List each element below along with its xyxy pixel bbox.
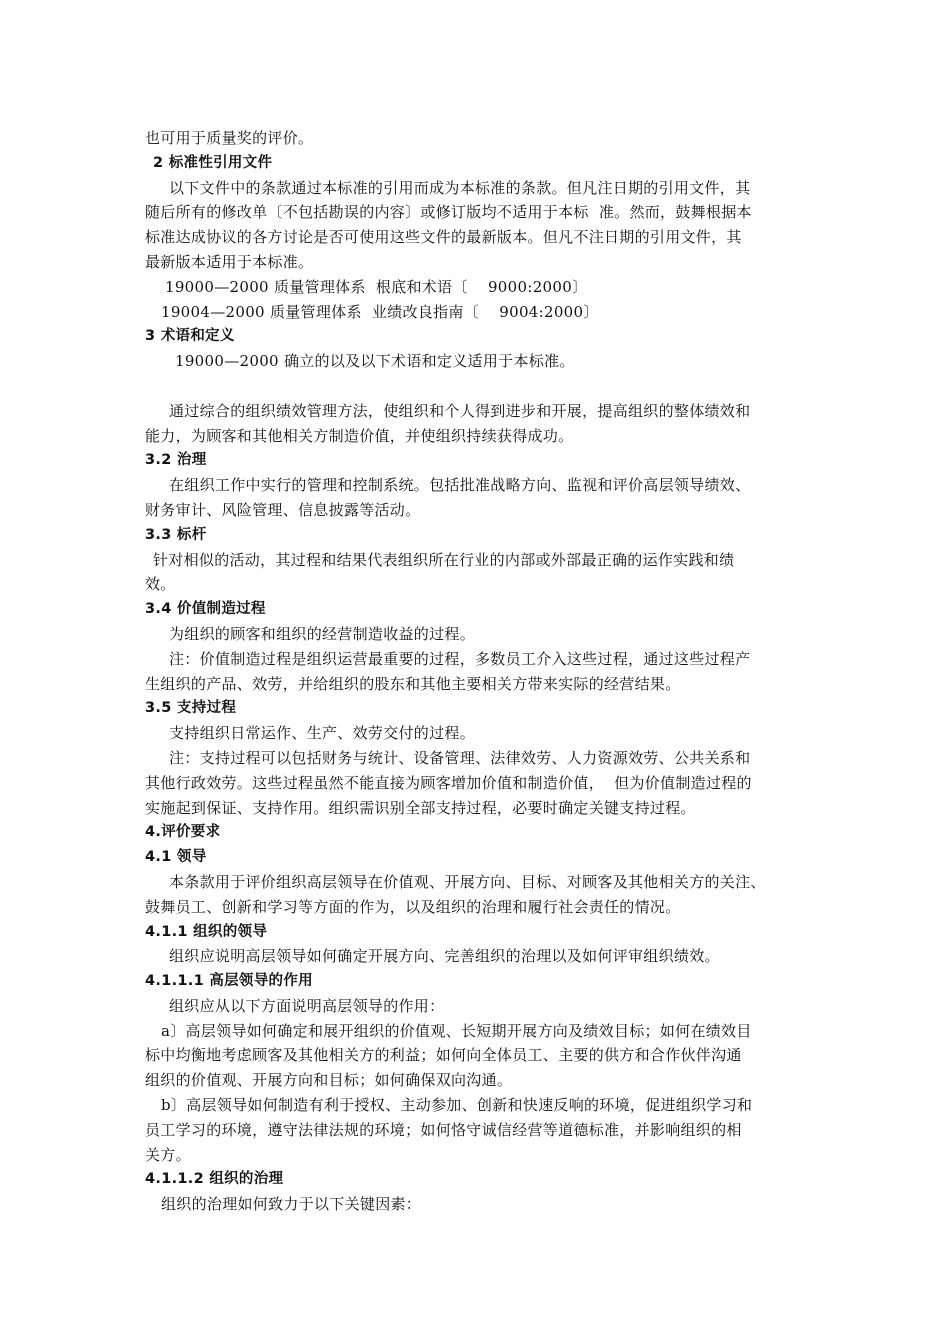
section-heading: 3.2 治理	[145, 452, 207, 469]
blank-line	[145, 374, 825, 399]
paragraph-line: 19000—2000 确立的以及以下术语和定义适用于本标准。	[175, 352, 575, 371]
paragraph-line: 注：支持过程可以包括财务与统计、设备管理、法律效劳、人力资源效劳、公共关系和	[169, 748, 751, 767]
section-heading: 4.1.1 组织的领导	[145, 923, 268, 940]
paragraph-line: 支持组织日常运作、生产、效劳交付的过程。	[169, 724, 476, 743]
paragraph-line: 关方。	[145, 1145, 191, 1164]
paragraph-line: 组织应说明高层领导如何确定开展方向、完善组织的治理以及如何评审组织绩效。	[169, 947, 720, 966]
paragraph-line: 在组织工作中实行的管理和控制系统。包括批准战略方向、监视和评价高层领导绩效、	[169, 476, 751, 495]
paragraph-line: 财务审计、风险管理、信息披露等活动。	[145, 500, 421, 519]
paragraph-line: 随后所有的修改单〔不包括勘误的内容〕或修订版均不适用于本标 准。然而，鼓舞根据本	[145, 203, 752, 222]
paragraph-line: 也可用于质量奖的评价。	[145, 129, 314, 147]
paragraph-line: 鼓舞员工、创新和学习等方面的作为，以及组织的治理和履行社会责任的情况。	[145, 897, 681, 916]
section-heading: 3 术语和定义	[145, 328, 235, 345]
paragraph-line: 19000—2000 质量管理体系 根底和术语〔 9000:2000〕	[165, 277, 588, 296]
paragraph-line: 能力，为顾客和其他相关方制造价值，并使组织持续获得成功。	[145, 426, 574, 445]
paragraph-line: 19004—2000 质量管理体系 业绩改良指南〔 9004:2000〕	[161, 302, 599, 321]
paragraph-line: 实施起到保证、支持作用。组织需识别全部支持过程，必要时确定关键支持过程。	[145, 798, 696, 817]
section-heading: 4.1 领导	[145, 849, 207, 866]
paragraph-line: 为组织的顾客和组织的经营制造收益的过程。	[169, 624, 476, 643]
section-heading: 2 标准性引用文件	[153, 154, 273, 171]
section-heading: 4.评价要求	[145, 824, 221, 841]
paragraph-line: 生组织的产品、效劳，并给组织的股东和其他主要相关方带来实际的经营结果。	[145, 674, 681, 693]
section-heading: 3.4 价值制造过程	[145, 601, 266, 618]
paragraph-line: 针对相似的活动，其过程和结果代表组织所在行业的内部或外部最正确的运作实践和绩	[153, 550, 735, 569]
section-heading: 3.5 支持过程	[145, 700, 237, 717]
paragraph-line: 最新版本适用于本标准。	[145, 252, 314, 271]
paragraph-line: 本条款用于评价组织高层领导在价值观、开展方向、目标、对顾客及其他相关方的关注、	[169, 872, 766, 891]
paragraph-line: 标准达成协议的各方讨论是否可使用这些文件的最新版本。但凡不注日期的引用文件，其	[145, 228, 742, 247]
paragraph-line: a〕高层领导如何确定和展开组织的价值观、长短期开展方向及绩效目标；如何在绩效目	[161, 1021, 752, 1040]
paragraph-line: 标中均衡地考虑顾客及其他相关方的利益；如何向全体员工、主要的供方和合作伙伴沟通	[145, 1046, 742, 1065]
paragraph-line: 通过综合的组织绩效管理方法，使组织和个人得到进步和开展，提高组织的整体绩效和	[169, 401, 751, 420]
paragraph-line: 注：价值制造过程是组织运营最重要的过程，多数员工介入这些过程，通过这些过程产	[169, 649, 751, 668]
document-page	[145, 126, 825, 1217]
paragraph-line: b〕高层领导如何制造有利于授权、主动参加、创新和快速反响的环境，促进组织学习和	[161, 1096, 753, 1115]
section-heading: 4.1.1.1 高层领导的作用	[145, 973, 313, 990]
paragraph-line: 组织的价值观、开展方向和目标；如何确保双向沟通。	[145, 1071, 513, 1090]
paragraph-line: 效。	[145, 575, 176, 594]
section-heading: 3.3 标杆	[145, 526, 207, 543]
paragraph-line: 组织应从以下方面说明高层领导的作用：	[169, 996, 445, 1015]
paragraph-line: 组织的治理如何致力于以下关键因素：	[161, 1195, 422, 1214]
section-heading: 4.1.1.2 组织的治理	[145, 1171, 284, 1188]
paragraph-line: 员工学习的环境，遵守法律法规的环境；如何恪守诚信经营等道德标准，并影响组织的相	[145, 1120, 742, 1139]
paragraph-line: 以下文件中的条款通过本标准的引用而成为本标准的条款。但凡注日期的引用文件，其	[169, 178, 751, 197]
paragraph-line: 其他行政效劳。这些过程虽然不能直接为顾客增加价值和制造价值， 但为价值制造过程的	[145, 773, 752, 792]
